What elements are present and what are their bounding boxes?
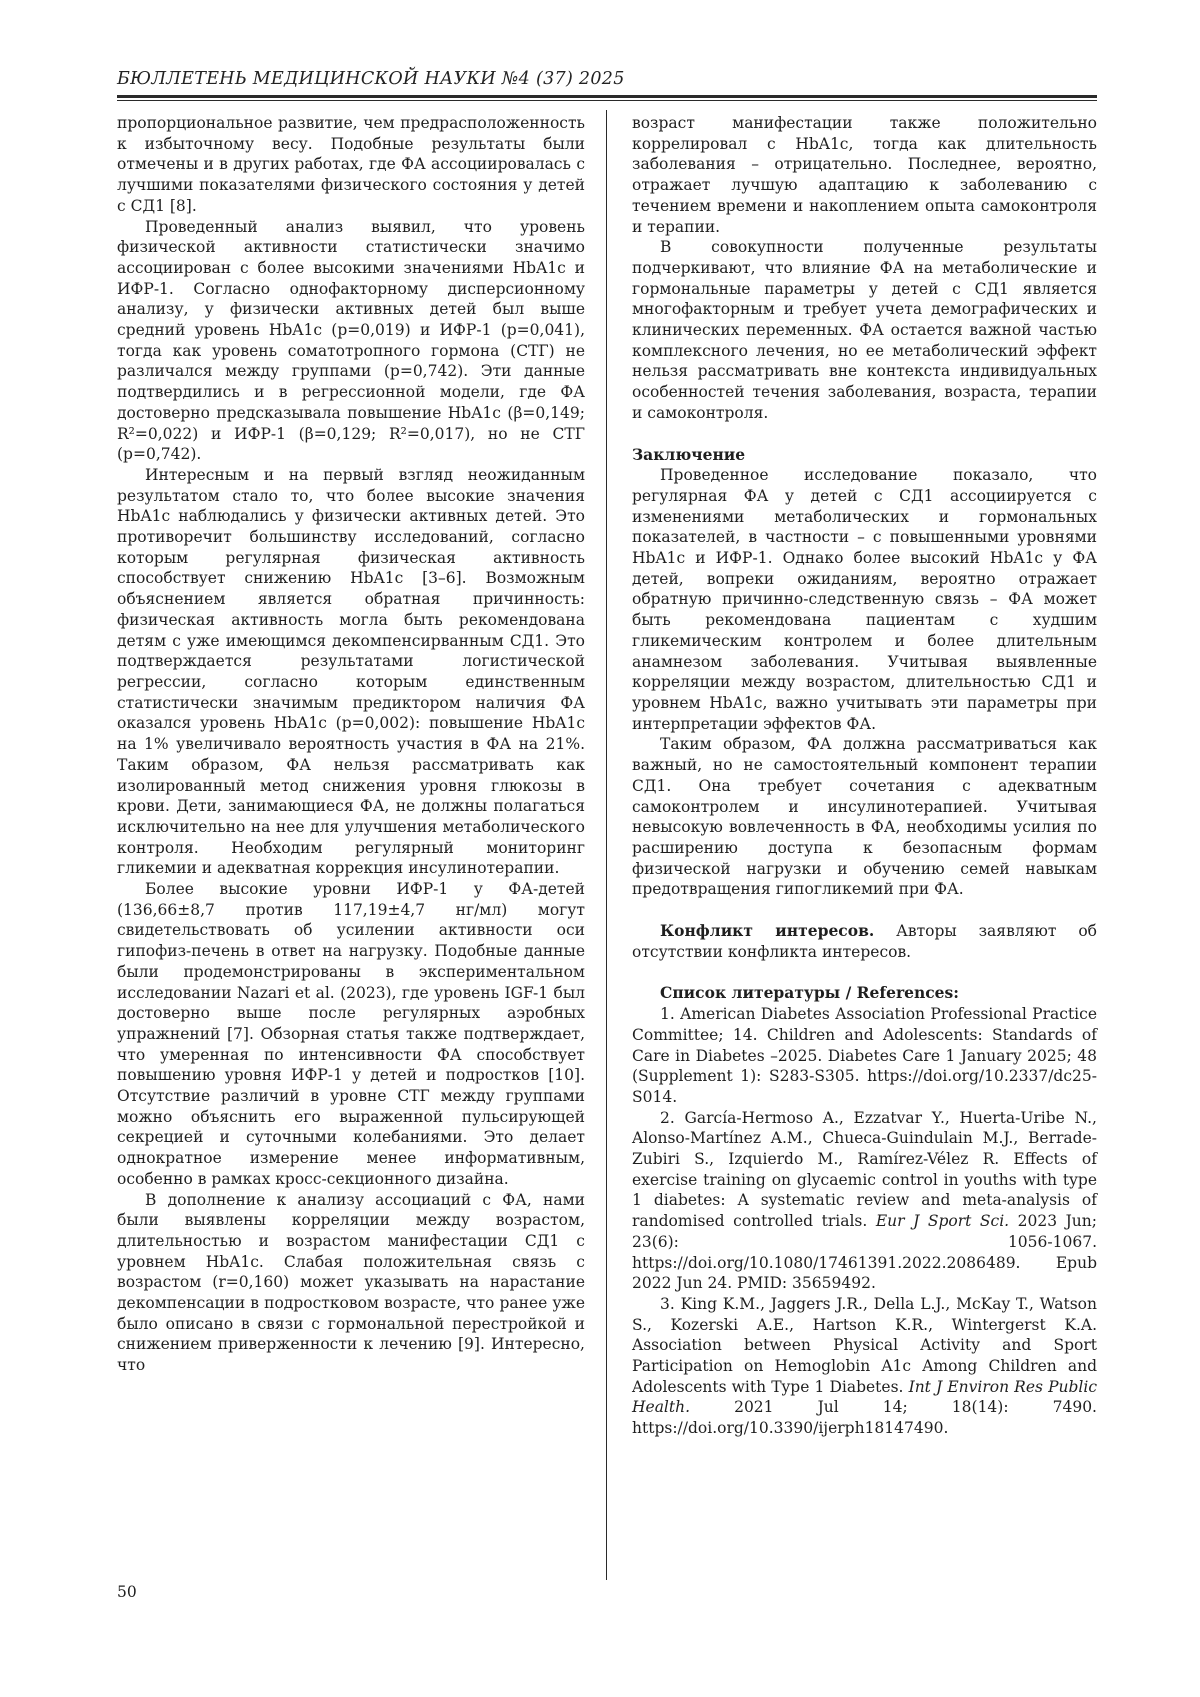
spacer <box>632 962 1097 983</box>
paragraph: Таким образом, ФА должна рассматриваться как важный, но не самостоятельный компонент терапии СД1. Она требует сочетания с адекватным самоконтролем и инсулинотерапией. Учитывая невысокую вовлеченность в ФА, необходимы усилия по расширению доступа к безопасным формам физической нагрузки и обучению семей навыкам предотвращения гипогликемий при ФА. <box>632 735 1097 899</box>
left-column <box>117 113 585 1376</box>
paragraph: Более высокие уровни ИФР-1 у ФА-детей (136,66±8,7 против 117,19±4,7 нг/мл) могут свидетельствовать об усилении активности оси гипофиз-печень в ответ на нагрузку. Подобные данные были продемонстрированы в экспериментальном исследовании Nazari et al. (2023), где уровень IGF-1 был достоверно выше после регулярных аэробных упражнений [7]. Обзорная статья также подтверждает, что умеренная по интенсивности ФА способствует повышению уровня ИФР-1 у детей и подростков [10]. Отсутствие различий в уровне СТГ между группами можно объяснить его выраженной пульсирующей секрецией и суточными колебаниями. Это делает однократное измерение менее информативным, особенно в рамках кросс-секционного дизайна. <box>117 880 585 1188</box>
reference-3 <box>632 1294 1097 1439</box>
paragraph: В совокупности полученные результаты подчеркивают, что влияние ФА на метаболические и гормональные параметры у детей с СД1 является многофакторным и требует учета демографических и клинических переменных. ФА остается важной частью комплексного лечения, но ее метаболический эффект нельзя рассматривать вне контекста индивидуальных особенностей течения заболевания, возраста, терапии и самоконтроля. <box>632 238 1097 422</box>
running-header <box>117 68 1097 101</box>
paragraph: В дополнение к анализу ассоциаций с ФА, нами были выявлены корреляции между возрастом, длительностью и возрастом манифестации СД1 с уровнем HbA1c. Слабая положительная связь с возрастом (r=0,160) может указывать на нарастание декомпенсации в подростковом возрасте, что ранее уже было описано в связи с гормональной перестройкой и снижением приверженности к лечению [9]. Интересно, что <box>117 1190 585 1375</box>
reference-1: 1. American Diabetes Association Professional Practice Committee; 14. Children and Adolescents: Standards of Care in Diabetes –2025. Diabetes Care 1 January 2025; 48 (Supplement 1): S283-S305. https://doi.org/10.2337/dc25-S014. <box>632 1005 1097 1106</box>
reference-2-tail: 2023 Jun; 23(6): 1056-1067. https://doi.org/10.1080/17461391.2022.2086489. Epub 2022 Jun 24. PMID: 35659492. <box>632 1212 1097 1293</box>
paragraph: Проведенный анализ выявил, что уровень физической активности статистически значимо ассоциирован с более высокими значениями HbA1c и ИФР-1. Согласно однофакторному дисперсионному анализу, у физически активных детей был выше средний уровень HbA1c (p=0,019) и ИФР-1 (p=0,041), тогда как уровень соматотропного гормона (СТГ) не различался между группами (p=0,742). Эти данные подтвердились и в регрессионной модели, где ФА достоверно предсказывала повышение HbA1c (β=0,149; R²=0,022) и ИФР-1 (β=0,129; R²=0,017), но не СТГ (p=0,742). <box>117 217 585 464</box>
conflict-text: Авторы заявляют об отсутствии конфликта интересов. <box>632 922 1097 961</box>
header-rule-thick <box>117 95 1097 98</box>
reference-3-main: 3. King K.M., Jaggers J.R., Della L.J., McKay T., Watson S., Kozerski A.E., Hartson K.R., Wintergerst K.A. Association between Physical Activity and Sport Participation on Hemoglobin A1c Among Children and Adolescents with Type 1 Diabetes. <box>632 1294 1097 1396</box>
page-number: 50 <box>117 1583 137 1601</box>
reference-2 <box>632 1108 1097 1294</box>
conclusion-heading: Заключение <box>632 444 746 464</box>
reference-2-journal: Eur J Sport Sci. <box>875 1212 1010 1231</box>
spacer <box>632 900 1097 921</box>
paragraph: Интересным и на первый взгляд неожиданным результатом стало то, что более высокие значения HbA1c наблюдались у физически активных детей. Это противоречит большинству исследований, согласно которым регулярная физическая активность способствует снижению HbA1c [3–6]. Возможным объяснением является обратная причинность: физическая активность могла быть рекомендована детям с уже имеющимся декомпенсирванным СД1. Это подтверждается результатами логистической регрессии, согласно которым единственным статистически значимым предиктором наличия ФА оказался уровень HbA1c (p=0,002): повышение HbA1c на 1% увеличивало вероятность участия в ФА на 21%. Таким образом, ФА нельзя рассматривать как изолированный метод снижения уровня глюкозы в крови. Дети, занимающиеся ФА, не должны полагаться исключительно на нее для улучшения метаболического контроля. Необходим регулярный мониторинг гликемии и адекватная коррекция инсулинотерапии. <box>117 465 585 878</box>
conflict-label: Конфликт интересов. <box>660 921 875 941</box>
reference-3-journal: Int J Environ Res Public Health. <box>632 1377 1098 1417</box>
right-column <box>632 113 1097 1439</box>
paragraph: Проведенное исследование показало, что регулярная ФА у детей с СД1 ассоциируется с изменениями метаболических и гормональных показателей, в частности – с повышенными уровнями HbA1c и ИФР-1. Однако более высокий HbA1c у ФА детей, вопреки ожиданиям, вероятно отражает обратную причинно-следственную связь – ФА может быть рекомендована пациентам с худшим гликемическим контролем и более длительным анамнезом заболевания. Учитывая выявленные корреляции между возрастом, длительностью СД1 и уровнем HbA1c, важно учитывать эти параметры при интерпретации эффектов ФА. <box>632 466 1097 733</box>
paragraph: возраст манифестации также положительно коррелировал с HbA1c, тогда как длительность заболевания – отрицательно. Последнее, вероятно, отражает лучшую адаптацию к заболеванию с течением времени и накоплением опыта самоконтроля и терапии. <box>632 114 1097 236</box>
spacer <box>632 424 1097 445</box>
reference-2-main: 2. García-Hermoso A., Ezzatvar Y., Huerta-Uribe N., Alonso-Martínez A.M., Chueca-Guindulain M.J., Berrade-Zubiri S., Izquierdo M., Ramírez-Vélez R. Effects of exercise training on glycaemic control in youths with type 1 diabetes: A systematic review and meta-analysis of randomised controlled trials. <box>632 1108 1097 1231</box>
references-heading: Список литературы / References: <box>660 983 959 1003</box>
journal-title: БЮЛЛЕТЕНЬ МЕДИЦИНСКОЙ НАУКИ №4 (37) 2025 <box>117 69 625 89</box>
paragraph: пропорциональное развитие, чем предрасположенность к избыточному весу. Подобные результаты были отмечены и в других работах, где ФА ассоциировалась с лучшими показателями физического состояния у детей с СД1 [8]. <box>117 114 585 215</box>
column-divider <box>606 110 607 1580</box>
conflict-of-interest <box>632 921 1097 962</box>
reference-3-tail: 2021 Jul 14; 18(14): 7490. https://doi.org/10.3390/ijerph18147490. <box>632 1398 1097 1438</box>
header-rule-thin <box>117 100 1097 101</box>
